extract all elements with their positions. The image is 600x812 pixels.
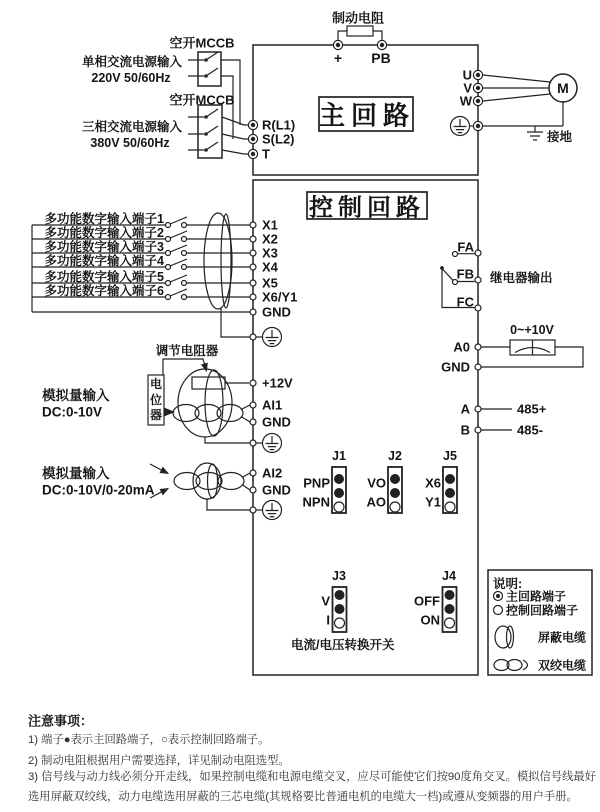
digital-input-label-5: 多功能数字输入端子5 xyxy=(44,270,164,284)
terminal-label-w: W xyxy=(459,93,472,109)
jumper-j2 xyxy=(388,467,402,513)
brake-resistor-symbol xyxy=(338,26,382,45)
terminal-label-r: R(L1) xyxy=(262,117,296,133)
potentiometer-circuit xyxy=(148,359,250,443)
pe-terminal-main xyxy=(451,117,474,136)
jumper-j5-top-label: X6 xyxy=(425,475,441,491)
shielded-cable-digital xyxy=(204,213,250,337)
rs485-plus-label: 485+ xyxy=(517,401,547,417)
terminal-label-u: U xyxy=(462,67,472,83)
single-phase-label: 单相交流电源输入 xyxy=(81,55,183,69)
analog1-label: 模拟量输入 xyxy=(42,388,110,403)
terminal-label-12v: +12V xyxy=(262,375,293,391)
terminal-label-t: T xyxy=(262,146,270,162)
terminal-label-485a: A xyxy=(460,401,470,417)
jumper-j3-bottom-label: I xyxy=(326,612,330,628)
legend-main-terminal: 主回路端子 xyxy=(506,589,567,604)
terminal-label-x2: X2 xyxy=(262,231,278,247)
three-phase-label: 三相交流电源输入 xyxy=(81,120,183,134)
jumper-j1 xyxy=(332,467,346,513)
three-phase-voltage: 380V 50/60Hz xyxy=(90,136,170,150)
terminal-label-pb: PB xyxy=(371,50,391,66)
terminal-label-gnd-ao: GND xyxy=(441,359,470,375)
main-circuit-title: 主回路 xyxy=(318,100,416,131)
motor-label: M xyxy=(557,80,569,96)
terminal-label-s: S(L2) xyxy=(262,131,295,147)
mccb-three-phase xyxy=(188,105,248,158)
potentiometer-label: 电位器 xyxy=(149,377,162,422)
terminal-label-ai1: AI1 xyxy=(262,397,283,413)
terminal-label-fb: FB xyxy=(456,266,474,282)
analog2-label: 模拟量输入 xyxy=(42,466,110,481)
digital-input-label-4: 多功能数字输入端子4 xyxy=(44,254,164,268)
mccb-bottom-label: 空开MCCB xyxy=(169,92,235,108)
terminal-label-ai2: AI2 xyxy=(262,465,283,481)
voltmeter-circuit xyxy=(481,340,583,367)
jumper-j3-top-label: V xyxy=(321,593,330,609)
terminal-label-plus: + xyxy=(333,50,343,66)
note-2: 2) 制动电阻根据用户需要选择，详见制动电阻选型。 xyxy=(28,755,290,767)
jumper-j2-top-label: VO xyxy=(367,475,386,491)
terminal-label-gnd-digital: GND xyxy=(262,304,291,320)
jumper-j4-bottom-label: ON xyxy=(420,612,440,628)
terminal-label-x4: X4 xyxy=(262,259,278,275)
relay-output-label: 继电器输出 xyxy=(490,271,553,285)
note-1: 1) 端子●表示主回路端子，○表示控制回路端子。 xyxy=(28,734,270,746)
jumper-j1-bottom-label: NPN xyxy=(302,494,330,510)
jumper-j4-top-label: OFF xyxy=(414,593,440,609)
digital-input-label-6: 多功能数字输入端子6 xyxy=(44,284,164,298)
jumper-j4-name: J4 xyxy=(442,569,456,583)
ai2-circuit xyxy=(150,463,250,510)
terminal-label-485b: B xyxy=(460,422,470,438)
analog1-range: DC:0-10V xyxy=(42,404,103,420)
terminal-label-fc: FC xyxy=(456,294,474,310)
jumper-j5-bottom-label: Y1 xyxy=(425,494,441,510)
legend-title: 说明: xyxy=(493,577,523,591)
jumper-j5-name: J5 xyxy=(443,449,457,463)
jumper-j2-bottom-label: AO xyxy=(366,494,386,510)
control-circuit-title: 控制回路 xyxy=(309,194,425,222)
jumper-j4 xyxy=(443,587,457,632)
terminal-label-fa: FA xyxy=(457,239,474,255)
terminal-label-x5: X5 xyxy=(262,275,278,291)
terminal-label-x3: X3 xyxy=(262,245,278,261)
pe-terminal-ai1 xyxy=(256,434,282,453)
digital-input-label-3: 多功能数字输入端子3 xyxy=(44,240,164,254)
mccb-top-label: 空开MCCB xyxy=(169,35,235,51)
terminal-label-v: V xyxy=(463,80,472,96)
jumper-j3-name: J3 xyxy=(332,569,346,583)
terminal-label-a0: A0 xyxy=(453,339,470,355)
pe-terminal-digital xyxy=(256,328,282,347)
rs485-wires xyxy=(481,409,512,430)
terminal-label-x6y1: X6/Y1 xyxy=(262,289,298,305)
jumper-j2-name: J2 xyxy=(388,449,402,463)
single-phase-voltage: 220V 50/60Hz xyxy=(91,71,171,85)
jumper-j1-name: J1 xyxy=(332,449,346,463)
legend-shielded-cable: 屏蔽电缆 xyxy=(538,630,587,645)
terminal-label-gnd-ai1: GND xyxy=(262,414,291,430)
voltmeter-range-label: 0~+10V xyxy=(510,323,554,337)
pe-terminal-ai2 xyxy=(256,501,282,520)
adjust-resistor-label: 调节电阻器 xyxy=(155,344,219,358)
terminal-label-x1: X1 xyxy=(262,217,278,233)
analog2-range: DC:0-10V/0-20mA xyxy=(42,482,155,498)
voltage-current-switch-label: 电流/电压转换开关 xyxy=(291,638,395,652)
terminal-label-gnd-ai2: GND xyxy=(262,482,291,498)
jumper-j3 xyxy=(333,587,347,632)
digital-input-label-2: 多功能数字输入端子2 xyxy=(44,226,164,240)
ground-label: 接地 xyxy=(547,130,573,144)
legend-control-terminal: 控制回路端子 xyxy=(506,603,579,618)
digital-input-label-1: 多功能数字输入端子1 xyxy=(44,212,164,226)
jumper-j5 xyxy=(443,467,457,513)
notes-title: 注意事项： xyxy=(28,713,94,729)
brake-resistor-label: 制动电阻 xyxy=(331,10,385,26)
rs485-minus-label: 485- xyxy=(517,422,544,438)
note-3: 3) 信号线与动力线必须分开走线，如果控制电缆和电源电缆交叉，应尽可能使它们按90度角交叉。模拟信号线最好选用屏蔽双绞线，动力电缆选用屏蔽的三芯电缆(其规格要比普通电机的电缆大一档)或遵从变频器的用户手册。 xyxy=(28,771,597,803)
legend-twisted-cable: 双绞电缆 xyxy=(538,658,587,673)
jumper-j1-top-label: PNP xyxy=(303,475,330,491)
